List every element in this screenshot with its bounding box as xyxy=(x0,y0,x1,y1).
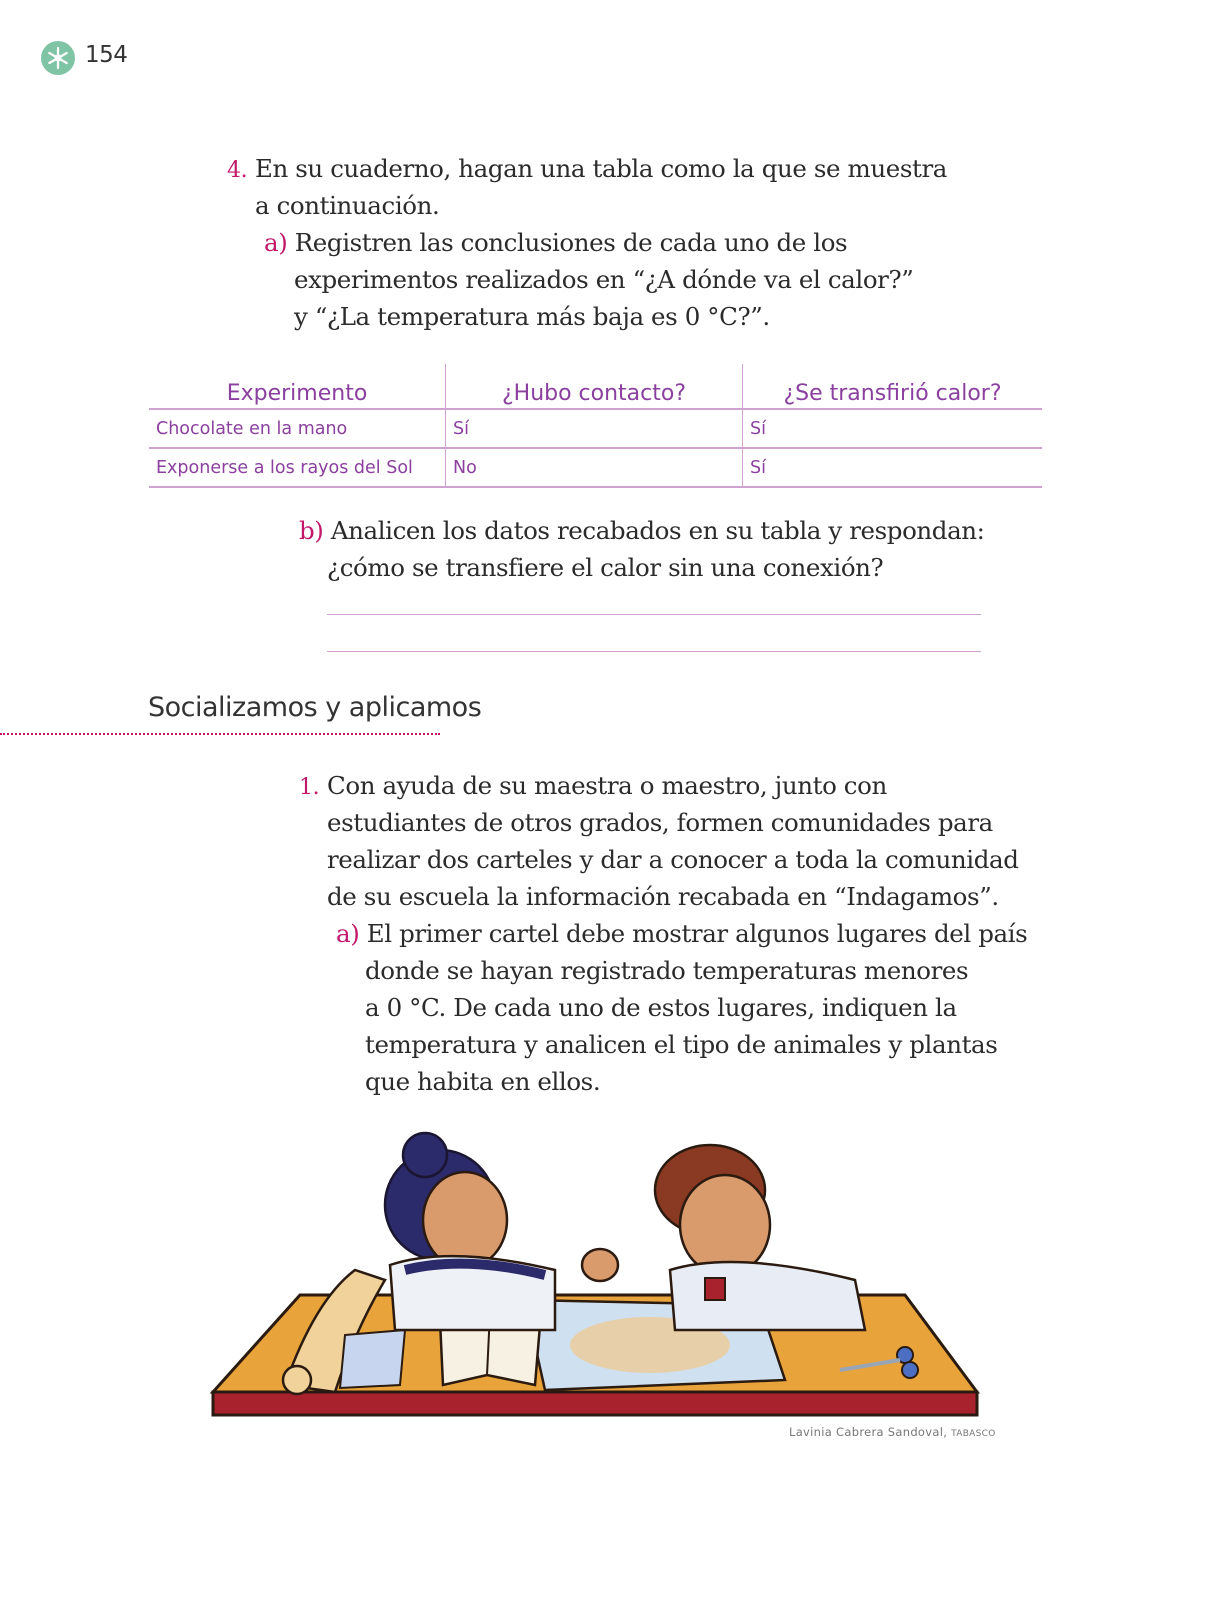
activity-1a-line-3: a 0 °C. De cada uno de estos lugares, indiquen la xyxy=(365,993,957,1022)
activity-4b-line-1: b) Analicen los datos recabados en su tabla y respondan: xyxy=(299,516,985,545)
page-number: 154 xyxy=(85,42,128,68)
table-header-row xyxy=(149,364,1042,409)
activity-4a-line-3: y “¿La temperatura más baja es 0 °C?”. xyxy=(294,302,770,331)
activity-1a-line-2: donde se hayan registrado temperaturas menores xyxy=(365,956,969,985)
table-cell: Exponerse a los rayos del Sol xyxy=(149,448,446,487)
activity-1a-letter: a) xyxy=(336,919,360,948)
table-cell: No xyxy=(446,448,743,487)
table-cell: Sí xyxy=(446,409,743,448)
activity-1a-line-4: temperatura y analicen el tipo de animales y plantas xyxy=(365,1030,998,1059)
column-header-experimento: Experimento xyxy=(149,364,446,409)
activity-1-line-3: realizar dos carteles y dar a conocer a toda la comunidad xyxy=(327,845,1019,874)
activity-4a-letter: a) xyxy=(264,228,288,257)
column-header-calor: ¿Se transfirió calor? xyxy=(743,364,1043,409)
section-title: Socializamos y aplicamos xyxy=(148,692,482,723)
children-map-illustration xyxy=(205,1130,985,1420)
activity-4-number: 4. xyxy=(227,158,248,183)
answer-line xyxy=(327,614,981,615)
experiment-table xyxy=(149,364,1042,488)
activity-4b-line-2: ¿cómo se transfiere el calor sin una conexión? xyxy=(327,553,884,582)
page-badge xyxy=(41,41,75,75)
activity-4b-letter: b) xyxy=(299,516,324,545)
activity-1-line-4: de su escuela la información recabada en “Indagamos”. xyxy=(327,882,999,911)
table-row xyxy=(149,448,1042,487)
section-divider xyxy=(0,733,440,735)
activity-1a-line-5: que habita en ellos. xyxy=(365,1067,601,1096)
answer-line xyxy=(327,651,981,652)
table-cell: Sí xyxy=(743,448,1043,487)
activity-4a-line-1: a) Registren las conclusiones de cada uno de los xyxy=(264,228,848,257)
activity-1-number: 1. xyxy=(299,775,320,800)
table-cell: Sí xyxy=(743,409,1043,448)
column-header-contacto: ¿Hubo contacto? xyxy=(446,364,743,409)
activity-1a-line-1: a) El primer cartel debe mostrar algunos lugares del país xyxy=(336,919,1028,948)
table-cell: Chocolate en la mano xyxy=(149,409,446,448)
activity-4-line-1: 4. En su cuaderno, hagan una tabla como la que se muestra xyxy=(227,150,947,190)
snowflake-icon xyxy=(41,41,75,75)
activity-1-line-1: 1. Con ayuda de su maestra o maestro, junto con xyxy=(299,767,887,807)
table-row xyxy=(149,409,1042,448)
illustration-credit: Lavinia Cabrera Sandoval, TABASCO xyxy=(789,1425,996,1439)
activity-1-line-2: estudiantes de otros grados, formen comunidades para xyxy=(327,808,993,837)
activity-4-line-2: a continuación. xyxy=(255,191,440,220)
activity-4a-line-2: experimentos realizados en “¿A dónde va el calor?” xyxy=(294,265,914,294)
